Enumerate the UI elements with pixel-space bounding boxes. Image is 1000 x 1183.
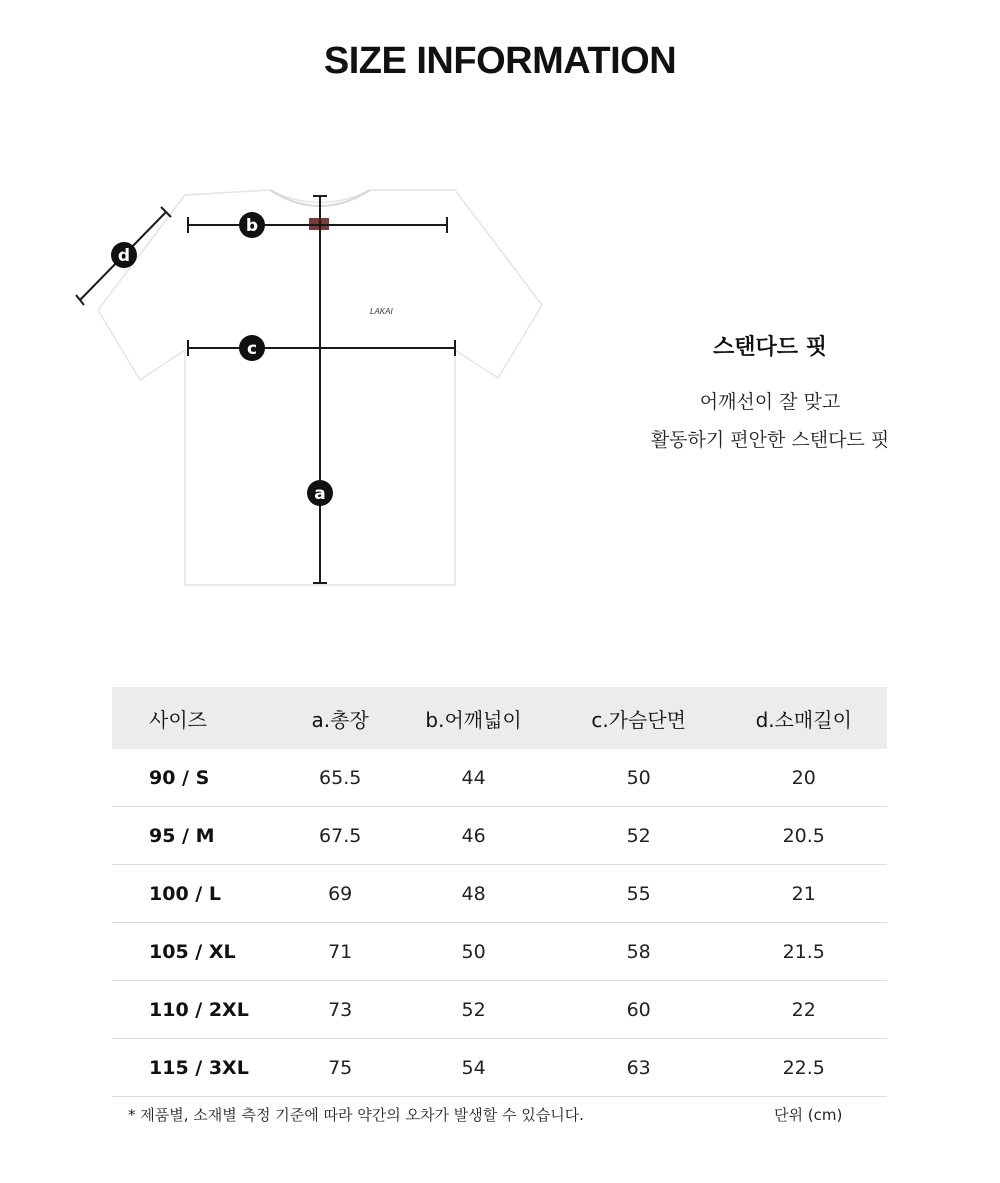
fit-description: [620, 330, 920, 459]
table-row: [112, 807, 887, 865]
tshirt-measurement-diagram: [0, 150, 600, 610]
value-cell: 75: [290, 1039, 390, 1097]
value-cell: 20.5: [720, 807, 887, 865]
value-cell: 55: [557, 865, 721, 923]
table-header-row: [112, 687, 887, 749]
marker-a: [307, 480, 333, 506]
size-cell: 90 / S: [112, 749, 290, 807]
value-cell: 63: [557, 1039, 721, 1097]
value-cell: 44: [390, 749, 557, 807]
value-cell: 54: [390, 1039, 557, 1097]
value-cell: 71: [290, 923, 390, 981]
value-cell: 58: [557, 923, 721, 981]
value-cell: 69: [290, 865, 390, 923]
svg-text:b: b: [245, 216, 259, 236]
size-cell: 100 / L: [112, 865, 290, 923]
unit-label: 단위 (cm): [774, 1106, 843, 1124]
size-cell: 110 / 2XL: [112, 981, 290, 1039]
header-shoulder: b.어깨넓이: [390, 687, 557, 749]
table-row: [112, 1039, 887, 1097]
value-cell: 52: [390, 981, 557, 1039]
value-cell: 22: [720, 981, 887, 1039]
value-cell: 46: [390, 807, 557, 865]
value-cell: 50: [557, 749, 721, 807]
value-cell: 20: [720, 749, 887, 807]
size-cell: 115 / 3XL: [112, 1039, 290, 1097]
value-cell: 21.5: [720, 923, 887, 981]
marker-b: [239, 212, 265, 238]
svg-text:d: d: [117, 246, 131, 266]
value-cell: 21: [720, 865, 887, 923]
value-cell: 60: [557, 981, 721, 1039]
table-row: [112, 981, 887, 1039]
marker-c: [239, 335, 265, 361]
value-cell: 50: [390, 923, 557, 981]
value-cell: 67.5: [290, 807, 390, 865]
fit-title: 스탠다드 핏: [713, 335, 827, 360]
fit-line-2: 활동하기 편안한 스탠다드 핏: [650, 429, 890, 451]
value-cell: 22.5: [720, 1039, 887, 1097]
table-row: [112, 865, 887, 923]
size-cell: 105 / XL: [112, 923, 290, 981]
header-total-length: a.총장: [290, 687, 390, 749]
svg-text:a: a: [314, 484, 326, 504]
brand-logo: LAKAI: [370, 307, 393, 316]
value-cell: 65.5: [290, 749, 390, 807]
size-table: [112, 687, 887, 1097]
fit-line-1: 어깨선이 잘 맞고: [699, 391, 841, 413]
value-cell: 73: [290, 981, 390, 1039]
value-cell: 52: [557, 807, 721, 865]
header-sleeve: d.소매길이: [720, 687, 887, 749]
value-cell: 48: [390, 865, 557, 923]
size-cell: 95 / M: [112, 807, 290, 865]
header-chest: c.가슴단면: [557, 687, 721, 749]
table-row: [112, 923, 887, 981]
svg-text:c: c: [246, 339, 258, 359]
header-size: 사이즈: [112, 687, 290, 749]
marker-d: [111, 242, 137, 268]
measurement-footnote: * 제품별, 소재별 측정 기준에 따라 약간의 오차가 발생할 수 있습니다.: [128, 1106, 584, 1124]
page-title: SIZE INFORMATION: [323, 40, 677, 82]
table-row: [112, 749, 887, 807]
